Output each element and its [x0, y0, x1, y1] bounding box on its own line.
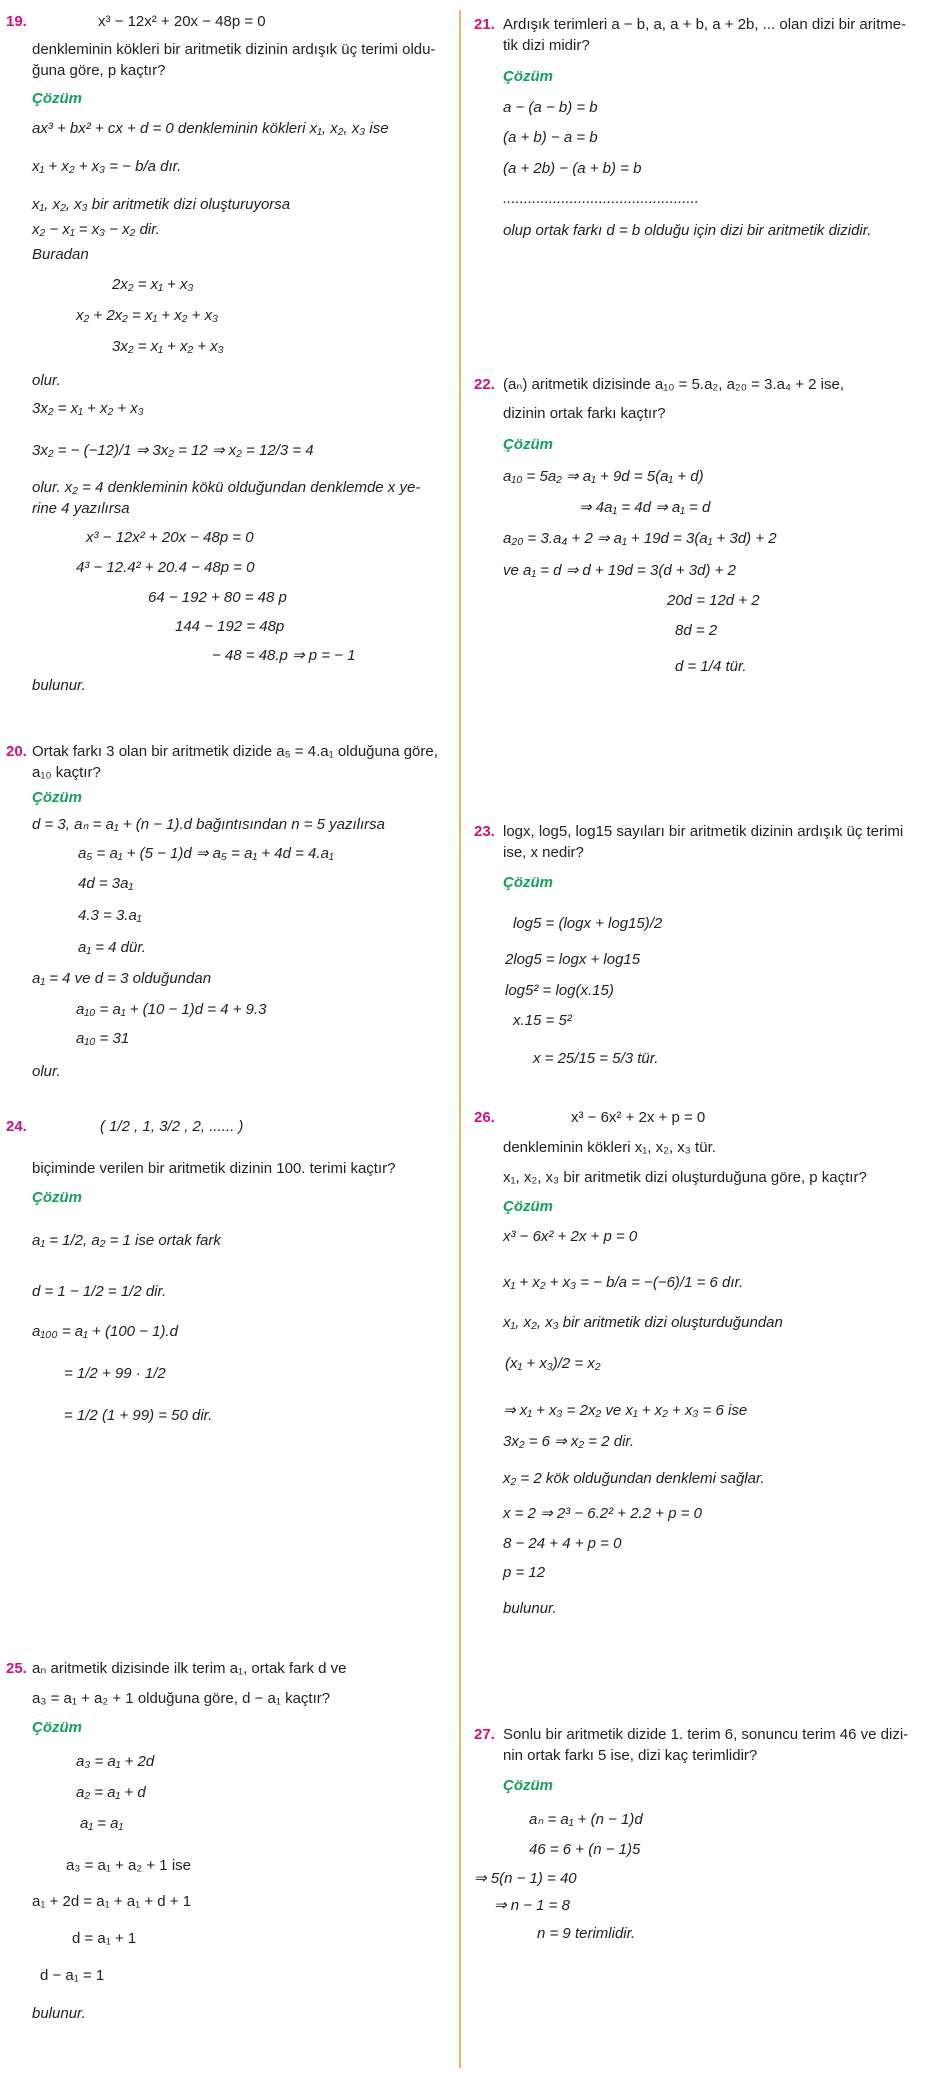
- solution-line: d = a₁ + 1: [72, 1930, 137, 1947]
- problem-number: 21.: [474, 16, 495, 33]
- solution-label: Çözüm: [503, 68, 553, 85]
- problem-text: Sonlu bir aritmetik dizide 1. terim 6, sonuncu terim 46 ve dizi-: [503, 1726, 909, 1743]
- solution-line: (a + 2b) − (a + b) = b: [503, 160, 642, 177]
- problem-text: Ardışık terimleri a − b, a, a + b, a + 2b, ... olan dizi bir aritme-: [503, 16, 907, 33]
- solution-line: x = 2 ⇒ 2³ − 6.2² + 2.2 + p = 0: [503, 1505, 702, 1522]
- problem-number: 26.: [474, 1109, 495, 1126]
- solution-line: 4d = 3a₁: [78, 875, 134, 892]
- solution-label: Çözüm: [32, 1719, 82, 1736]
- problem-number: 25.: [6, 1660, 27, 1677]
- solution-line: 46 = 6 + (n − 1)5: [529, 1841, 641, 1858]
- solution-line: (a + b) − a = b: [503, 129, 598, 146]
- solution-line: d − a₁ = 1: [40, 1967, 105, 1984]
- solution-line: 8d = 2: [675, 622, 718, 639]
- solution-line: 3x₂ = − (−12)/1 ⇒ 3x₂ = 12 ⇒ x₂ = 12/3 = 4: [32, 442, 314, 459]
- problem-text: x₁, x₂, x₃ bir aritmetik dizi oluşturduğuna göre, p kaçtır?: [503, 1169, 867, 1186]
- solution-label: Çözüm: [32, 1189, 82, 1206]
- solution-line: a₂₀ = 3.a₄ + 2 ⇒ a₁ + 19d = 3(a₁ + 3d) + 2: [503, 530, 777, 547]
- solution-line: a₁ = 4 dür.: [78, 939, 146, 956]
- solution-line: ve a₁ = d ⇒ d + 19d = 3(d + 3d) + 2: [503, 562, 736, 579]
- problem-text: a₃ = a₁ + a₂ + 1 olduğuna göre, d − a₁ kaçtır?: [32, 1690, 331, 1707]
- solution-line: a₁₀₀ = a₁ + (100 − 1).d: [32, 1323, 178, 1340]
- solution-line: a₅ = a₁ + (5 − 1)d ⇒ a₅ = a₁ + 4d = 4.a₁: [78, 845, 334, 862]
- solution-line: 4.3 = 3.a₁: [78, 907, 142, 924]
- solution-line: x₁, x₂, x₃ bir aritmetik dizi oluşturuyorsa: [32, 196, 291, 213]
- solution-line: x₂ + 2x₂ = x₁ + x₂ + x₃: [76, 307, 219, 324]
- solution-line: 8 − 24 + 4 + p = 0: [503, 1535, 622, 1552]
- solution-line: x = 25/15 = 5/3 tür.: [533, 1050, 659, 1067]
- solution-line: Buradan: [32, 246, 89, 263]
- solution-line: rine 4 yazılırsa: [32, 500, 130, 517]
- solution-line: 20d = 12d + 2: [667, 592, 760, 609]
- solution-line: ⇒ 4a₁ = 4d ⇒ a₁ = d: [579, 499, 711, 516]
- problem-number: 22.: [474, 376, 495, 393]
- solution-line: a₃ = a₁ + 2d: [76, 1753, 155, 1770]
- problem-sequence: ( 1/2 , 1, 3/2 , 2, ...... ): [100, 1118, 244, 1135]
- solution-line: = 1/2 + 99 · 1/2: [64, 1365, 166, 1382]
- solution-line: olur. x₂ = 4 denkleminin kökü olduğundan denklemde x ye-: [32, 479, 421, 496]
- solution-line: (x₁ + x₃)/2 = x₂: [505, 1355, 601, 1372]
- solution-label: Çözüm: [503, 436, 553, 453]
- problem-text: nin ortak farkı 5 ise, dizi kaç terimlidir?: [503, 1747, 758, 1764]
- solution-line: p = 12: [503, 1564, 546, 1581]
- solution-line: ⇒ n − 1 = 8: [494, 1897, 570, 1914]
- solution-line: a₁ = 4 ve d = 3 olduğundan: [32, 970, 212, 987]
- problem-equation: x³ − 6x² + 2x + p = 0: [571, 1109, 706, 1126]
- solution-line: 2x₂ = x₁ + x₃: [112, 276, 194, 293]
- solution-line: ⇒ 5(n − 1) = 40: [474, 1870, 577, 1887]
- solution-line: aₙ = a₁ + (n − 1)d: [529, 1811, 643, 1828]
- solution-line: 144 − 192 = 48p: [175, 618, 285, 635]
- solution-line: bulunur.: [32, 2005, 86, 2022]
- solution-line: = 1/2 (1 + 99) = 50 dir.: [64, 1407, 213, 1424]
- problem-text: tik dizi midir?: [503, 37, 590, 54]
- solution-line: 4³ − 12.4² + 20.4 − 48p = 0: [76, 559, 255, 576]
- solution-line: ...............................................: [503, 190, 699, 207]
- problem-text: logx, log5, log15 sayıları bir aritmetik dizinin ardışık üç terimi: [503, 823, 904, 840]
- solution-line: d = 1/4 tür.: [675, 658, 747, 675]
- solution-line: x₂ = 2 kök olduğundan denklemi sağlar.: [503, 1470, 765, 1487]
- solution-line: bulunur.: [503, 1600, 557, 1617]
- solution-label: Çözüm: [503, 1198, 553, 1215]
- solution-line: a₁₀ = 5a₂ ⇒ a₁ + 9d = 5(a₁ + d): [503, 468, 704, 485]
- solution-line: 2log5 = logx + log15: [505, 951, 641, 968]
- solution-line: x³ − 12x² + 20x − 48p = 0: [86, 529, 254, 546]
- problem-text: aₙ aritmetik dizisinde ilk terim a₁, ortak fark d ve: [32, 1660, 347, 1677]
- solution-label: Çözüm: [503, 1777, 553, 1794]
- problem-number: 27.: [474, 1726, 495, 1743]
- problem-number: 19.: [6, 13, 27, 30]
- problem-equation: x³ − 12x² + 20x − 48p = 0: [98, 13, 266, 30]
- solution-line: olur.: [32, 1063, 61, 1080]
- solution-line: d = 1 − 1/2 = 1/2 dir.: [32, 1283, 167, 1300]
- solution-line: a₂ = a₁ + d: [76, 1784, 146, 1801]
- solution-line: x.15 = 5²: [513, 1012, 572, 1029]
- problem-text: (aₙ) aritmetik dizisinde a₁₀ = 5.a₂, a₂₀ = 3.a₄ + 2 ise,: [503, 376, 844, 393]
- problem-number: 24.: [6, 1118, 27, 1135]
- problem-number: 23.: [474, 823, 495, 840]
- solution-line: 3x₂ = x₁ + x₂ + x₃: [112, 338, 224, 355]
- solution-line: olur.: [32, 372, 61, 389]
- problem-text: dizinin ortak farkı kaçtır?: [503, 405, 666, 422]
- solution-line: x₁ + x₂ + x₃ = − b/a = −(−6)/1 = 6 dır.: [503, 1274, 744, 1291]
- solution-line: ⇒ x₁ + x₃ = 2x₂ ve x₁ + x₂ + x₃ = 6 ise: [503, 1402, 748, 1419]
- solution-line: 3x₂ = 6 ⇒ x₂ = 2 dir.: [503, 1433, 635, 1450]
- solution-line: a₁₀ = 31: [76, 1030, 130, 1047]
- problem-text: Ortak farkı 3 olan bir aritmetik dizide a₅ = 4.a₁ olduğuna göre,: [32, 743, 438, 760]
- problem-text: denkleminin kökleri bir aritmetik dizinin ardışık üç terimi oldu-: [32, 41, 436, 58]
- problem-text: ise, x nedir?: [503, 844, 584, 861]
- solution-line: a − (a − b) = b: [503, 99, 598, 116]
- column-divider: [459, 10, 461, 2068]
- solution-line: a₁ = 1/2, a₂ = 1 ise ortak fark: [32, 1232, 221, 1249]
- solution-line: x³ − 6x² + 2x + p = 0: [503, 1228, 638, 1245]
- solution-label: Çözüm: [32, 789, 82, 806]
- problem-text: denkleminin kökleri x₁, x₂, x₃ tür.: [503, 1139, 716, 1156]
- problem-number: 20.: [6, 743, 27, 760]
- solution-line: − 48 = 48.p ⇒ p = − 1: [212, 647, 356, 664]
- solution-line: a₁ + 2d = a₁ + a₁ + d + 1: [32, 1893, 192, 1910]
- solution-label: Çözüm: [32, 90, 82, 107]
- solution-line: x₁ + x₂ + x₃ = − b/a dır.: [32, 158, 182, 175]
- solution-line: x₁, x₂, x₃ bir aritmetik dizi oluşturduğundan: [503, 1314, 783, 1331]
- solution-line: bulunur.: [32, 677, 86, 694]
- solution-line: x₂ − x₁ = x₃ − x₂ dir.: [32, 221, 160, 238]
- problem-text: biçiminde verilen bir aritmetik dizinin 100. terimi kaçtır?: [32, 1160, 396, 1177]
- solution-line: a₁₀ = a₁ + (10 − 1)d = 4 + 9.3: [76, 1001, 267, 1018]
- solution-line: log5² = log(x.15): [505, 982, 614, 999]
- solution-line: 3x₂ = x₁ + x₂ + x₃: [32, 400, 144, 417]
- solution-line: n = 9 terimlidir.: [537, 1925, 636, 1942]
- solution-line: 64 − 192 + 80 = 48 p: [148, 589, 287, 606]
- problem-text: a₁₀ kaçtır?: [32, 764, 101, 781]
- solution-line: d = 3, aₙ = a₁ + (n − 1).d bağıntısından n = 5 yazılırsa: [32, 816, 386, 833]
- solution-label: Çözüm: [503, 874, 553, 891]
- solution-line: olup ortak farkı d = b olduğu için dizi bir aritmetik dizidir.: [503, 222, 872, 239]
- solution-line: ax³ + bx² + cx + d = 0 denkleminin kökleri x₁, x₂, x₃ ise: [32, 120, 389, 137]
- solution-line: log5 = (logx + log15)/2: [513, 915, 663, 932]
- problem-text: ğuna göre, p kaçtır?: [32, 62, 166, 79]
- solution-line: a₃ = a₁ + a₂ + 1 ise: [66, 1857, 191, 1874]
- solution-line: a₁ = a₁: [80, 1815, 124, 1832]
